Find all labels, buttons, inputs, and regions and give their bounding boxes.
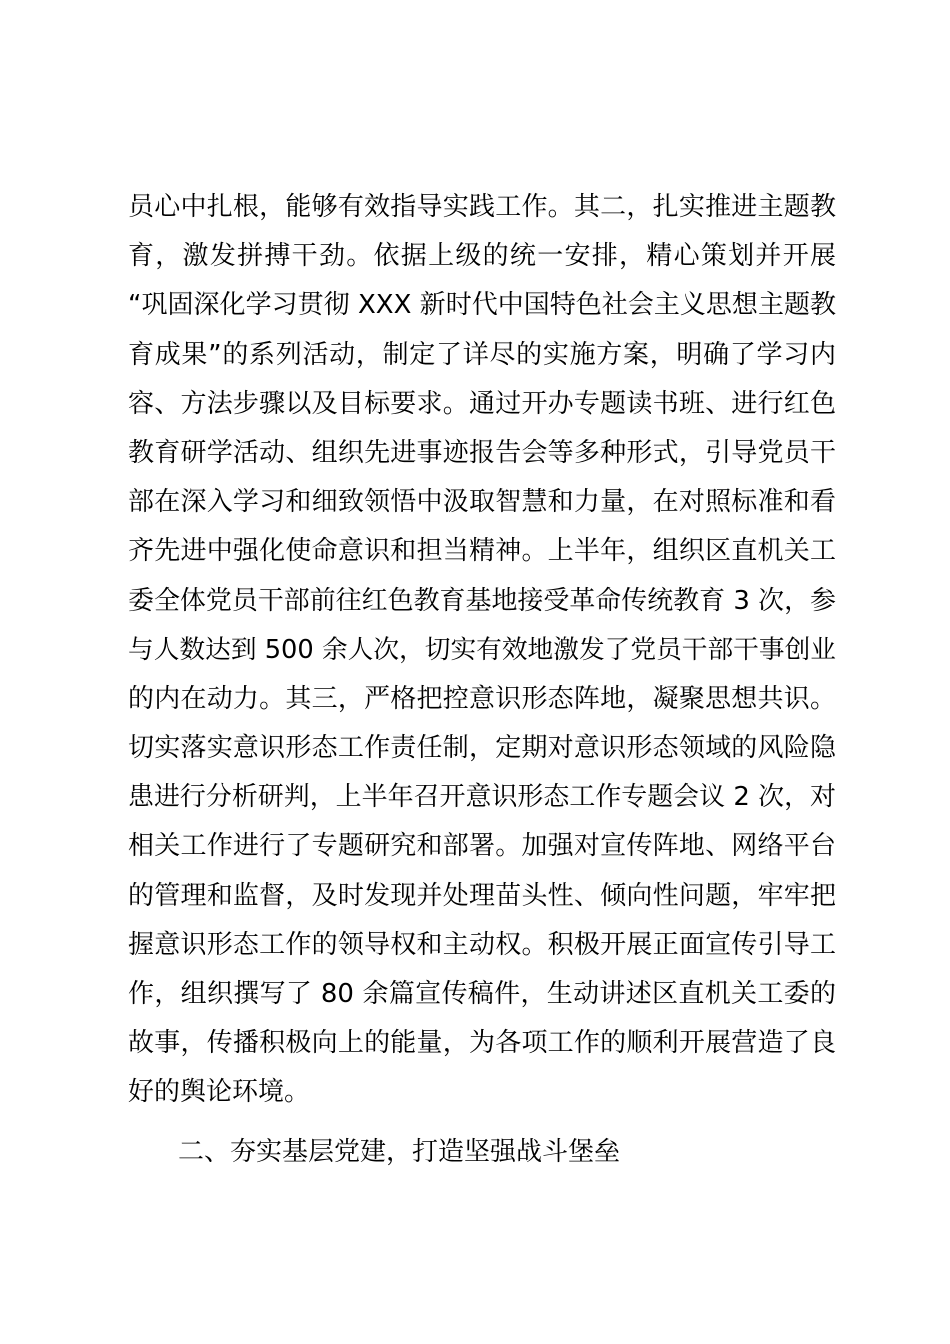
paragraph-line: 相关工作进行了专题研究和部署。加强对宣传阵地、网络平台 bbox=[128, 831, 836, 862]
paragraph-line: 的内在动力。其三，严格把控意识形态阵地，凝聚思想共识。 bbox=[128, 683, 836, 714]
paragraph-line: 作，组织撰写了 80 余篇宣传稿件，生动讲述区直机关工委的 bbox=[128, 979, 836, 1009]
paragraph-line: 容、方法步骤以及目标要求。通过开办专题读书班、进行红色 bbox=[128, 388, 836, 419]
paragraph-line: 委全体党员干部前往红色教育基地接受革命传统教育 3 次，参 bbox=[128, 585, 836, 616]
paragraph-line: 部在深入学习和细致领悟中汲取智慧和力量，在对照标准和看 bbox=[128, 487, 836, 518]
body-paragraph bbox=[128, 183, 836, 1118]
paragraph-line: 患进行分析研判，上半年召开意识形态工作专题会议 2 次，对 bbox=[128, 782, 836, 813]
paragraph-line: 的管理和监督，及时发现并处理苗头性、倾向性问题，牢牢把 bbox=[128, 880, 836, 911]
paragraph-line: “巩固深化学习贯彻 XXX 新时代中国特色社会主义思想主题教 bbox=[128, 290, 836, 321]
paragraph-line: 切实落实意识形态工作责任制，定期对意识形态领域的风险隐 bbox=[128, 733, 836, 764]
paragraph-line: 育，激发拼搏干劲。依据上级的统一安排，精心策划并开展 bbox=[128, 241, 836, 272]
section-heading: 二、夯实基层党建，打造坚强战斗堡垒 bbox=[178, 1137, 621, 1167]
paragraph-line: 故事，传播积极向上的能量，为各项工作的顺利开展营造了良 bbox=[128, 1028, 836, 1059]
paragraph-line: 教育研学活动、组织先进事迹报告会等多种形式，引导党员干 bbox=[128, 437, 836, 468]
paragraph-line: 好的舆论环境。 bbox=[128, 1077, 311, 1108]
paragraph-line: 与人数达到 500 余人次，切实有效地激发了党员干部干事创业 bbox=[128, 634, 836, 665]
paragraph-line: 员心中扎根，能够有效指导实践工作。其二，扎实推进主题教 bbox=[128, 192, 836, 222]
paragraph-line: 育成果”的系列活动，制定了详尽的实施方案，明确了学习内 bbox=[128, 339, 836, 370]
paragraph-line: 握意识形态工作的领导权和主动权。积极开展正面宣传引导工 bbox=[128, 929, 836, 960]
paragraph-line: 齐先进中强化使命意识和担当精神。上半年，组织区直机关工 bbox=[128, 536, 836, 567]
